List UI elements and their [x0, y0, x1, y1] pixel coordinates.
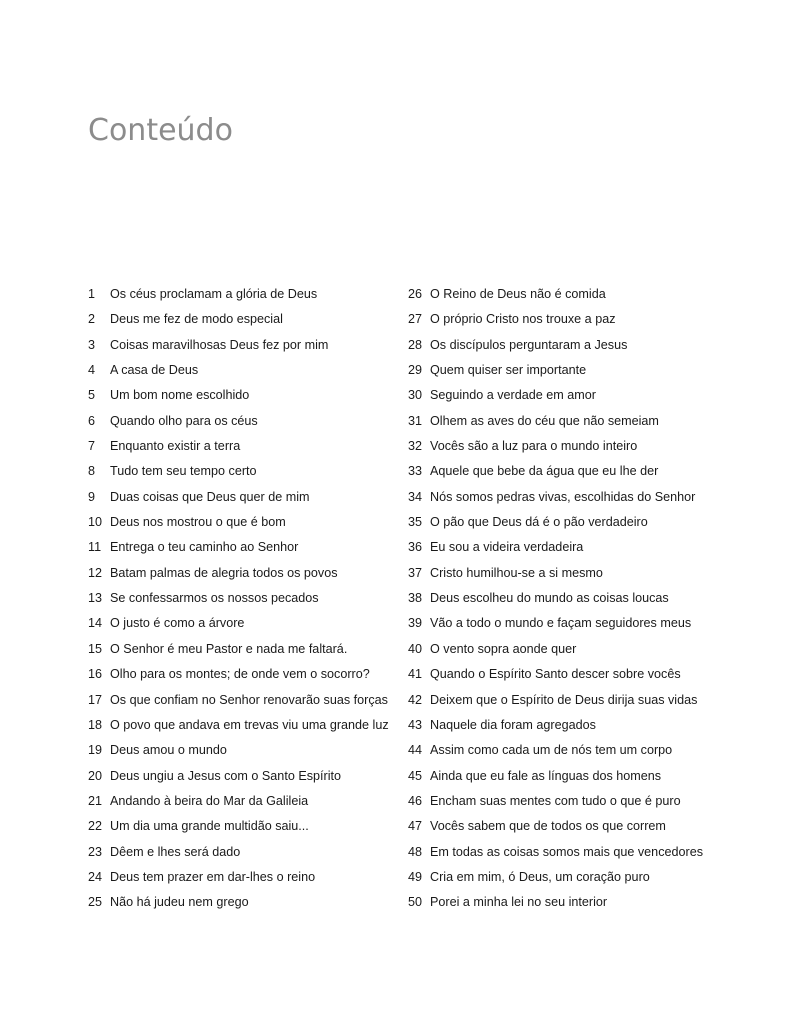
toc-entry-number: 1: [88, 287, 96, 301]
toc-entry-title: A casa de Deus: [110, 363, 199, 378]
toc-entry[interactable]: [408, 842, 728, 867]
toc-entry-title: O Reino de Deus não é comida: [430, 287, 606, 301]
toc-entry-number: 26: [408, 287, 423, 301]
toc-entry[interactable]: [88, 715, 406, 740]
toc-entry-number: 44: [408, 743, 423, 758]
toc-entry-number: 4: [88, 363, 96, 378]
toc-entry-number: 9: [88, 489, 96, 504]
toc-entry[interactable]: [408, 740, 728, 765]
toc-entry-title: Deixem que o Espírito de Deus dirija suas vidas: [430, 692, 698, 707]
toc-entry[interactable]: [408, 867, 728, 892]
toc-entry[interactable]: [88, 892, 406, 917]
toc-entry-number: 3: [88, 337, 96, 352]
toc-entry-title: Nós somos pedras vivas, escolhidas do Senhor: [430, 489, 696, 504]
toc-entry-title: Cristo humilhou-se a si mesmo: [430, 565, 603, 580]
toc-entry[interactable]: [408, 461, 728, 486]
toc-entry[interactable]: [88, 613, 406, 638]
toc-entry-title: Deus escolheu do mundo as coisas loucas: [430, 591, 669, 606]
toc-entry[interactable]: [88, 512, 406, 537]
toc-entry-number: 43: [408, 717, 423, 732]
toc-entry-title: Enquanto existir a terra: [110, 439, 241, 454]
toc-entry[interactable]: [408, 385, 728, 410]
toc-entry-title: O povo que andava em trevas viu uma grande luz: [110, 717, 389, 732]
toc-left-column: [88, 284, 406, 918]
toc-entry[interactable]: [408, 766, 728, 791]
toc-entry-number: 35: [408, 515, 423, 530]
page-title: Conteúdo: [88, 113, 233, 148]
toc-entry-title: Quando o Espírito Santo descer sobre vocês: [430, 667, 681, 682]
toc-entry-title: Em todas as coisas somos mais que vencedores: [430, 844, 703, 859]
toc-entry[interactable]: [408, 664, 728, 689]
toc-entry[interactable]: [408, 436, 728, 461]
toc-entry-number: 20: [88, 768, 103, 783]
toc-entry-title: Andando à beira do Mar da Galileia: [110, 793, 309, 808]
toc-entry-title: Dêem e lhes será dado: [110, 844, 241, 859]
toc-entry[interactable]: [408, 816, 728, 841]
toc-entry[interactable]: [88, 867, 406, 892]
toc-entry-title: Porei a minha lei no seu interior: [430, 895, 608, 910]
toc-entry-title: Aquele que bebe da água que eu lhe der: [430, 464, 659, 479]
toc-entry-title: Coisas maravilhosas Deus fez por mim: [110, 337, 329, 352]
toc-entry-title: Deus me fez de modo especial: [110, 312, 283, 327]
toc-entry-title: Deus amou o mundo: [110, 743, 227, 758]
toc-entry-title: Vocês sabem que de todos os que correm: [430, 819, 666, 834]
toc-entry-title: Olho para os montes; de onde vem o socorro?: [110, 667, 370, 682]
toc-entry-number: 5: [88, 388, 96, 403]
toc-entry-number: 24: [88, 869, 103, 884]
toc-entry-number: 41: [408, 667, 423, 682]
toc-entry[interactable]: [88, 766, 406, 791]
toc-entry-title: Batam palmas de alegria todos os povos: [110, 565, 338, 580]
toc-entry-title: Quem quiser ser importante: [430, 363, 587, 378]
toc-entry-number: 29: [408, 363, 423, 378]
toc-entry[interactable]: [88, 284, 406, 309]
toc-entry[interactable]: [408, 613, 728, 638]
toc-entry[interactable]: [408, 360, 728, 385]
toc-entry-number: 32: [408, 439, 423, 454]
toc-entry[interactable]: [88, 791, 406, 816]
toc-entry-title: O Senhor é meu Pastor e nada me faltará.: [110, 641, 348, 656]
toc-entry[interactable]: [88, 842, 406, 867]
toc-entry[interactable]: [88, 385, 406, 410]
toc-entry-title: O vento sopra aonde quer: [430, 641, 577, 656]
toc-entry-number: 39: [408, 616, 423, 631]
toc-entry-title: Eu sou a videira verdadeira: [430, 540, 584, 555]
toc-entry-title: Tudo tem seu tempo certo: [110, 464, 257, 479]
toc-entry-number: 7: [88, 439, 96, 454]
toc-entry-number: 22: [88, 819, 103, 834]
toc-entry[interactable]: [408, 563, 728, 588]
toc-entry-number: 15: [88, 641, 103, 656]
toc-entry-title: Um bom nome escolhido: [110, 388, 250, 403]
toc-entry-title: Quando olho para os céus: [110, 413, 258, 428]
toc-entry[interactable]: [88, 411, 406, 436]
toc-entry-number: 31: [408, 413, 423, 428]
toc-entry-title: O justo é como a árvore: [110, 616, 245, 631]
toc-entry-title: Não há judeu nem grego: [110, 895, 249, 910]
toc-entry-number: 17: [88, 692, 103, 707]
toc-entry-title: O próprio Cristo nos trouxe a paz: [430, 312, 616, 327]
toc-entry-number: 46: [408, 793, 423, 808]
toc-entry-number: 10: [88, 515, 103, 530]
toc-entry[interactable]: [88, 487, 406, 512]
toc-entry[interactable]: [88, 639, 406, 664]
toc-entry-number: 14: [88, 616, 103, 631]
toc-entry-number: 27: [408, 312, 423, 327]
toc-entry[interactable]: [408, 715, 728, 740]
toc-entry[interactable]: [88, 309, 406, 334]
toc-entry-number: 50: [408, 895, 423, 910]
toc-entry[interactable]: [88, 537, 406, 562]
toc-entry[interactable]: [408, 639, 728, 664]
toc-entry-number: 34: [408, 489, 423, 504]
toc-entry-title: Naquele dia foram agregados: [430, 717, 596, 732]
toc-entry-number: 25: [88, 895, 103, 910]
toc-entry[interactable]: [408, 512, 728, 537]
toc-entry-title: Vocês são a luz para o mundo inteiro: [430, 439, 638, 454]
toc-entry-number: 33: [408, 464, 423, 479]
toc-entry-number: 28: [408, 337, 423, 352]
toc-entry[interactable]: [408, 411, 728, 436]
toc-entry-title: Os céus proclamam a glória de Deus: [110, 287, 318, 301]
toc-entry[interactable]: [408, 284, 728, 309]
toc-entry[interactable]: [88, 740, 406, 765]
toc-entry-number: 45: [408, 768, 423, 783]
toc-right-column: [408, 284, 728, 918]
toc-entry-title: Encham suas mentes com tudo o que é puro: [430, 793, 681, 808]
toc-entry-number: 6: [88, 413, 96, 428]
toc-entry-number: 21: [88, 793, 103, 808]
toc-entry[interactable]: [408, 487, 728, 512]
toc-entry-number: 38: [408, 591, 423, 606]
toc-entry[interactable]: [408, 892, 728, 917]
toc-entry-title: Deus ungiu a Jesus com o Santo Espírito: [110, 768, 342, 783]
toc-entry-title: Os discípulos perguntaram a Jesus: [430, 337, 628, 352]
toc-entry[interactable]: [88, 461, 406, 486]
toc-entry[interactable]: [408, 791, 728, 816]
toc-entry-title: Um dia uma grande multidão saiu...: [110, 819, 309, 834]
toc-entry-number: 12: [88, 565, 103, 580]
toc-entry-number: 42: [408, 692, 423, 707]
toc-entry[interactable]: [88, 588, 406, 613]
toc-entry-number: 40: [408, 641, 423, 656]
toc-entry-number: 49: [408, 869, 423, 884]
toc-entry-title: Se confessarmos os nossos pecados: [110, 591, 319, 606]
toc-entry[interactable]: [408, 690, 728, 715]
toc-entry-number: 8: [88, 464, 96, 479]
toc-entry-number: 48: [408, 844, 423, 859]
toc-entry-title: Duas coisas que Deus quer de mim: [110, 489, 310, 504]
toc-entry-number: 11: [88, 540, 102, 555]
toc-entry-number: 19: [88, 743, 103, 758]
toc-entry-title: O pão que Deus dá é o pão verdadeiro: [430, 515, 648, 530]
toc-entry[interactable]: [408, 537, 728, 562]
toc-entry-number: 36: [408, 540, 423, 555]
toc-entry-number: 30: [408, 388, 423, 403]
toc-entry-title: Deus tem prazer em dar-lhes o reino: [110, 869, 316, 884]
toc-entry-number: 16: [88, 667, 103, 682]
toc-entry-number: 18: [88, 717, 103, 732]
toc-entry-title: Vão a todo o mundo e façam seguidores meus: [430, 616, 692, 631]
toc-entry[interactable]: [88, 690, 406, 715]
toc-entry-number: 2: [88, 312, 96, 327]
toc-entry-title: Cria em mim, ó Deus, um coração puro: [430, 869, 650, 884]
toc-entry-title: Olhem as aves do céu que não semeiam: [430, 413, 659, 428]
toc-entry[interactable]: [408, 309, 728, 334]
toc-entry-number: 23: [88, 844, 103, 859]
toc-entry-title: Ainda que eu fale as línguas dos homens: [430, 768, 662, 783]
toc-entry-title: Os que confiam no Senhor renovarão suas forças: [110, 692, 388, 707]
toc-entry-title: Entrega o teu caminho ao Senhor: [110, 540, 299, 555]
toc-entry[interactable]: [88, 436, 406, 461]
toc-entry-number: 13: [88, 591, 103, 606]
toc-entry[interactable]: [88, 360, 406, 385]
toc-entry[interactable]: [88, 335, 406, 360]
toc-entry-title: Assim como cada um de nós tem um corpo: [430, 743, 673, 758]
toc-entry-title: Seguindo a verdade em amor: [430, 388, 596, 403]
toc-entry-number: 47: [408, 819, 423, 834]
toc-entry-number: 37: [408, 565, 423, 580]
toc-entry[interactable]: [88, 816, 406, 841]
toc-entry[interactable]: [88, 664, 406, 689]
toc-entry[interactable]: [408, 335, 728, 360]
toc-entry[interactable]: [408, 588, 728, 613]
table-of-contents: [88, 284, 728, 924]
toc-entry-title: Deus nos mostrou o que é bom: [110, 515, 286, 530]
toc-entry[interactable]: [88, 563, 406, 588]
